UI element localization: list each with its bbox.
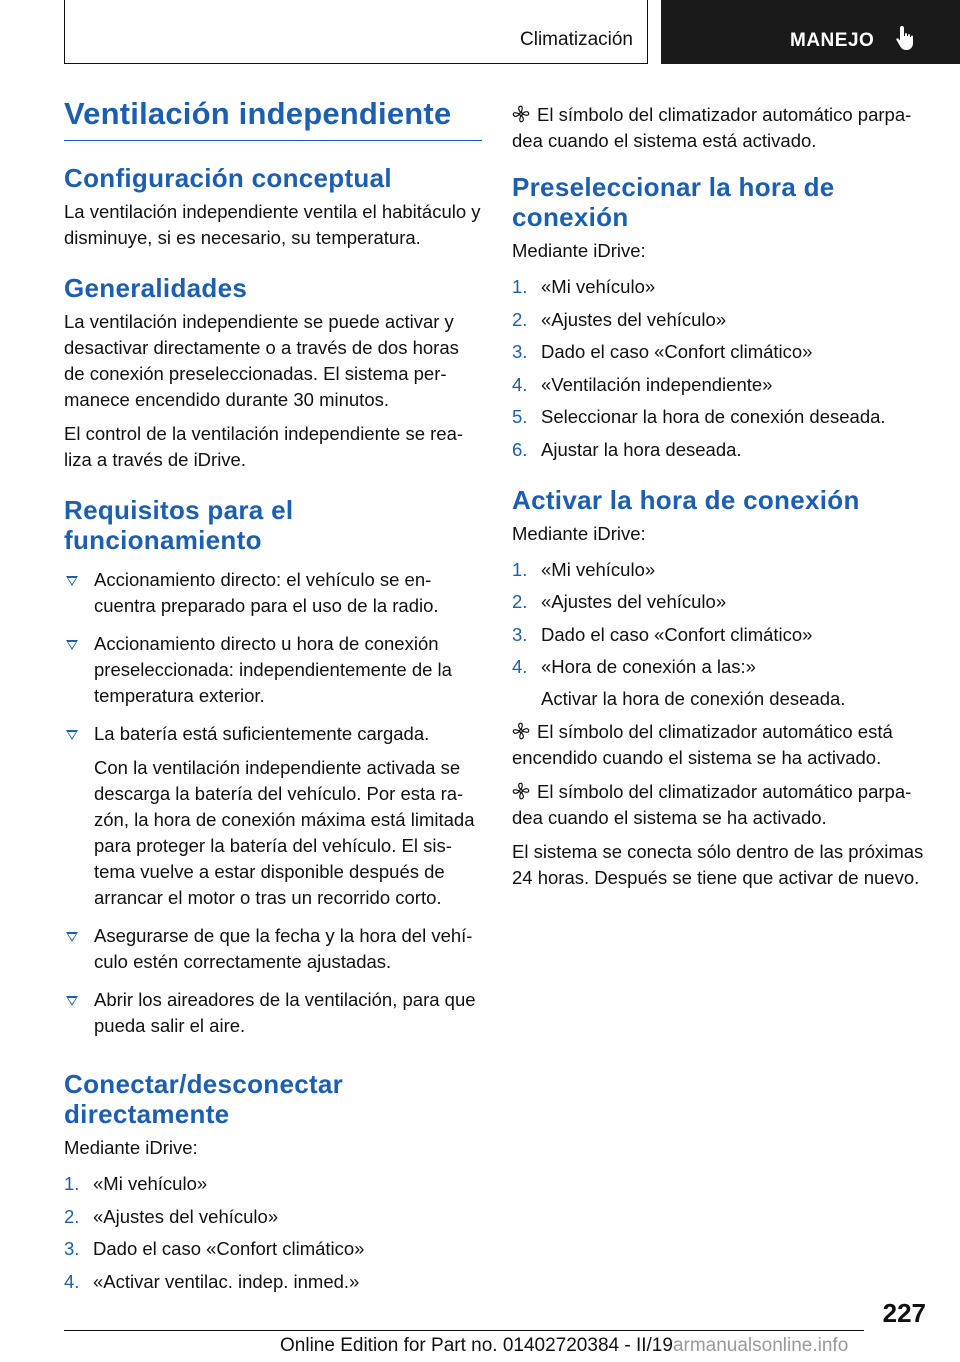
page-header xyxy=(0,0,960,66)
steps-list xyxy=(512,557,926,713)
heading-requisitos: Requisitos para el funcionamiento xyxy=(64,495,294,555)
triangle-bullet-icon xyxy=(66,576,78,586)
list-item: 1. «Mi vehículo» xyxy=(64,1173,208,1194)
requirements-list xyxy=(64,567,482,1039)
list-item: 6. Ajustar la hora deseada. xyxy=(512,438,742,460)
list-item: Abrir los aireadores de la ventilación, para que pueda salir el aire. xyxy=(64,987,482,1039)
list-item: 5. Seleccionar la hora de conexión deseada. xyxy=(512,406,886,427)
heading-generalidades: Generalidades xyxy=(64,273,248,303)
list-item-note: Activar la hora de conexión deseada. xyxy=(541,688,846,709)
list-item: 1. «Mi vehículo» xyxy=(512,276,656,297)
list-item: 2. «Ajustes del vehículo» xyxy=(64,1205,279,1227)
list-item: Accionamiento directo u hora de conexión preseleccionada: independientemente de la temperatura exterior. xyxy=(64,631,482,709)
heading-conectar: Conectar/desconectar directamente xyxy=(64,1069,344,1129)
steps-list xyxy=(512,274,926,463)
paragraph: Mediante iDrive: xyxy=(64,1137,198,1158)
section-title: Climatización xyxy=(520,29,633,50)
list-item: 3. Dado el caso «Confort climático» xyxy=(512,623,813,645)
steps-list xyxy=(64,1171,482,1295)
chapter-title: MANEJO xyxy=(790,30,875,51)
list-item: 3. Dado el caso «Confort climático» xyxy=(64,1238,365,1259)
page-number: 227 xyxy=(882,1298,926,1328)
watermark-text: armanualsonline.info xyxy=(672,1335,849,1356)
paragraph: Mediante iDrive: xyxy=(512,240,646,261)
list-item: 4. «Activar ventilac. indep. inmed.» xyxy=(64,1270,360,1292)
paragraph: La ventilación independiente se puede activar y desactivar directamente o a través de dos horas de conexión preseleccionadas. El sistema permanece encendido durante 30 minutos. xyxy=(64,311,459,410)
heading-preseleccionar: Preseleccionar la hora de conexión xyxy=(512,172,835,232)
list-item: La batería está suficientemente cargada. Con la ventilación independiente activada se descarga la batería del vehículo. Por esta razón, la hora de conexión máxima está limitada para proteger la batería del vehículo. El sistema vuelve a estar disponible después de arrancar el motor o tras un recorrido corto. xyxy=(64,721,482,911)
fan-icon xyxy=(512,105,530,123)
section-tab xyxy=(64,0,648,64)
right-column xyxy=(512,96,926,899)
paragraph: El sistema se conecta sólo dentro de las próximas 24 horas. Después se tiene que activar de nuevo. xyxy=(512,840,924,888)
list-item: 4. «Hora de conexión a las:» Activar la hora de conexión deseada. xyxy=(512,654,926,712)
fan-icon xyxy=(512,722,530,740)
heading-activar: Activar la hora de conexión xyxy=(512,484,860,515)
triangle-bullet-icon xyxy=(66,640,78,650)
list-item-note: Con la ventilación independiente activada se descarga la batería del vehículo. Por esta razón, la hora de conexión máxima está limitada para proteger la batería del vehículo. El sistema vuelve a estar disponible después de arrancar el motor o tras un recorrido corto. xyxy=(94,757,475,908)
list-item: 3. Dado el caso «Confort climático» xyxy=(512,341,813,362)
page-title: Ventilación independiente xyxy=(64,96,482,141)
left-column xyxy=(64,96,482,1301)
paragraph: Mediante iDrive: xyxy=(512,522,646,544)
triangle-bullet-icon xyxy=(66,730,78,740)
note-paragraph: El símbolo del climatizador automático parpadea cuando el sistema está activado. xyxy=(512,104,912,151)
footer-text xyxy=(280,1335,848,1357)
pointing-hand-icon xyxy=(893,24,919,52)
note-paragraph: El símbolo del climatizador automático está encendido cuando el sistema se ha activado. xyxy=(512,720,893,768)
paragraph: La ventilación independiente ventila el habitáculo y disminuye, si es necesario, su temperatura. xyxy=(64,201,481,248)
fan-icon xyxy=(512,782,530,800)
heading-configuracion: Configuración conceptual xyxy=(64,163,392,193)
list-item: 2. «Ajustes del vehículo» xyxy=(512,308,727,330)
list-item: 4. «Ventilación independiente» xyxy=(512,373,773,395)
list-item: 1. «Mi vehículo» xyxy=(512,558,656,580)
chapter-tab xyxy=(661,0,960,64)
list-item: Accionamiento directo: el vehículo se encuentra preparado para el uso de la radio. xyxy=(64,567,482,619)
footer-divider xyxy=(64,1330,864,1331)
triangle-bullet-icon xyxy=(66,932,78,942)
list-item: 2. «Ajustes del vehículo» xyxy=(512,591,727,612)
edition-text: Online Edition for Part no. 01402720384 - II/19 xyxy=(280,1335,673,1356)
note-paragraph: El símbolo del climatizador automático parpadea cuando el sistema se ha activado. xyxy=(512,780,912,828)
list-item: Asegurarse de que la fecha y la hora del vehículo estén correctamente ajustadas. xyxy=(64,923,482,975)
paragraph: El control de la ventilación independiente se realiza a través de iDrive. xyxy=(64,423,464,470)
triangle-bullet-icon xyxy=(66,996,78,1006)
